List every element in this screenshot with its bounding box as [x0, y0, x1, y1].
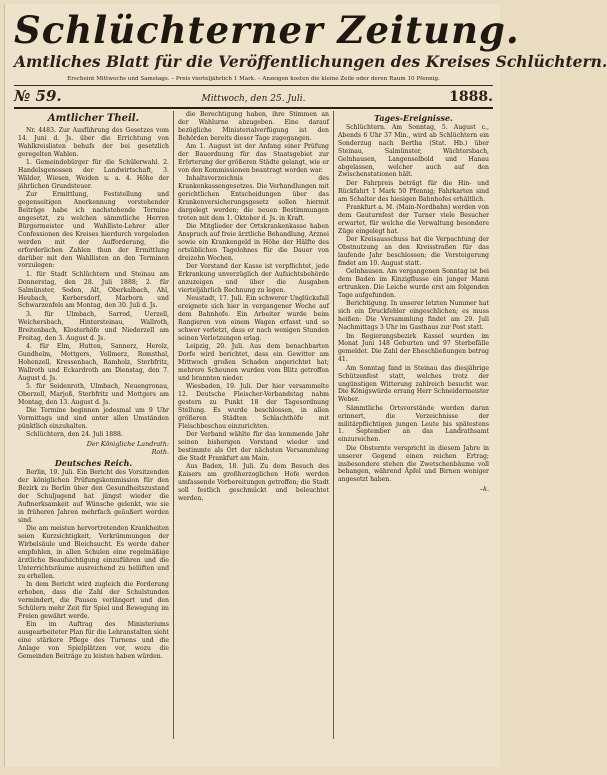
article-paragraph: Wiesbaden, 19. Juli. Der hier versammelte 12. Deutsche Fleischer-Verbandstag nahm gestern zu Punkt 18 der Tagesordnung Stellung. Es wurde beschlossen, in allen größeren Städten Schlachthöfe mit Fleischbeschau einzurichten.	[178, 383, 329, 430]
article-paragraph: Die Obsternte verspricht in diesem Jahre in unserer Gegend einen reichen Ertrag; insbesondere stehen die Zwetschenbäume voll behangen, während Äpfel und Birnen weniger angesetzt haben.	[338, 444, 489, 484]
article-paragraph: Schlüchtern. Am Sonntag, 5. August c., Abends 6 Uhr 37 Min., wird ab Schlüchtern ein Sonderzug nach Bertha (Stat. Hb.) über Steinau, Salmünster, Wächtersbach, Gelnhausen, Langenselbold und Hanau abgelassen, welcher auch auf den Zwischenstationen hält.	[338, 124, 489, 179]
column-2	[173, 111, 333, 739]
article-paragraph: 1. für Stadt Schlüchtern und Steinau am Donnerstag, den 28. Juli 1888; 2. für Salmünster, Soden, Alt, Oberkalbach, Ahl, Heubach, Kerbersdorf, Marborn und Schwarzenfels am Montag, den 30. Juli d. Js.	[18, 270, 169, 310]
section-heading-official: Amtlicher Theil.	[47, 113, 140, 124]
signature-name: Roth.	[151, 448, 169, 457]
article-paragraph: 1. Gemeindebürger für die Schülerwahl. 2. Handelsgenossen der Landwirtschaft, 3. Wälder, Wiesen, Weiden u. a. 4. Höhe der jährlichen Grundsteuer.	[18, 159, 169, 190]
article-paragraph: Die Mitglieder der Ortskrankenkasse haben Anspruch auf freie ärztliche Behandlung, Arznei sowie ein Krankengeld in Höhe der Hälfte des ortsüblichen Tagelohnes für die Dauer von dreizehn Wochen.	[178, 223, 329, 262]
article-paragraph: Leipzig, 20. Juli. Aus dem benachbarten Dorfe wird berichtet, dass ein Gewitter am Mittwoch großen Schaden angerichtet hat; mehrere Scheunen wurden vom Blitz getroffen und brannten nieder.	[178, 343, 329, 382]
publication-info: Erscheint Mittwochs und Samstags. – Preis vierteljährlich 1 Mark. – Anzeigen kosten die kleine Zeile oder deren Raum 10 Pfennig.	[14, 75, 493, 86]
article-paragraph: Die Termine beginnen jedesmal um 9 Uhr Vormittags und sind unter allen Umständen pünktlich einzuhalten.	[18, 407, 169, 431]
article-paragraph: 4. für Elm, Hutten, Sannerz, Herolz, Gundhelm, Mottgers, Vollmerz, Romsthal, Hohenzell, Kressenbach, Ramholz, Sterbfritz, Wallroth und Eckardroth am Dienstag, den 7. August d. Js.	[18, 342, 169, 382]
article-paragraph: Gelnhausen. Am vergangenen Sonntag ist bei dem Baden im Kinzigflusse ein junger Mann ertrunken. Die Leiche wurde erst am folgenden Tage aufgefunden.	[338, 268, 489, 300]
article-paragraph: Aus Baden, 18. Juli. Zu dem Besuch des Kaisers am großherzoglichen Hofe werden umfassende Vorbereitungen getroffen; die Stadt soll festlich geschmückt und beleuchtet werden.	[178, 463, 329, 502]
article-paragraph: Der Kreisausschuss hat die Verpachtung der Obstnutzung an den Kreisstraßen für das laufende Jahr beschlossen; die Versteigerung findet am 10. August statt.	[338, 236, 489, 267]
article-paragraph: Berlin, 19. Juli. Ein Bericht des Vorsitzenden der königlichen Prüfungskommission für den Bezirk zu Berlin über den Gesundheitszustand der Schuljugend hat jüngst wieder die Aufmerksamkeit auf Wünsche gelenkt, wie sie in früheren Jahren mehrfach geäußert worden sind.	[18, 469, 169, 524]
issue-bar	[14, 86, 493, 109]
issue-year: 1888.	[449, 89, 493, 105]
newspaper-page	[4, 4, 607, 767]
article-paragraph: Berichtigung. In unserer letzten Nummer hat sich ein Druckfehler eingeschlichen; es muss heißen: Die Versammlung findet am 29. Juli Nachmittags 3 Uhr im Gasthaus zur Post statt.	[338, 300, 489, 332]
dateline: Schlüchtern, den 24. Juli 1888.	[26, 431, 123, 439]
issue-date: Mittwoch, den 25. Juli.	[201, 94, 306, 104]
article-paragraph: Am 1. August ist der Anfang einer Prüfung der Bauordnung für das Staatsgebiet zur Erörterung der größeren Städte gelangt, wie er von den Kommissionen beantragt worden war.	[178, 143, 329, 174]
masthead-subtitle: Amtliches Blatt für die Veröffentlichungen des Kreises Schlüchtern.	[14, 52, 607, 71]
article-paragraph: Im Regierungsbezirk Kassel wurden im Monat Juni 148 Geburten und 97 Sterbefälle gemeldet. Die Zahl der Eheschließungen betrug 41.	[338, 332, 489, 364]
article-paragraph: Neustadt, 17. Juli. Ein schwerer Unglücksfall ereignete sich hier in vergangener Woche auf dem Bahnhofe. Ein Arbeiter wurde beim Rangieren von einem Wagen erfasst und so schwer verletzt, dass er nach wenigen Stunden seinen Verletzungen erlag.	[178, 295, 329, 342]
author-mark: –k.	[479, 484, 489, 493]
article-paragraph: 3. für Ulmbach, Sarrod, Uerzell, Weichersbach, Hintersteinau, Wallroth, Breitenbach, Klosterhöfe und Niederzell am Freitag, den 3. August d. Js.	[18, 310, 169, 342]
signature-title: Der Königliche Landrath:	[86, 439, 169, 448]
article-paragraph: Am Sonntag fand in Steinau das diesjährige Schützenfest statt, welches trotz der ungünstigen Witterung zahlreich besucht war. Die Königswürde errang Herr Schneidermeister Weber.	[338, 364, 489, 404]
article-paragraph: die Berechtigung haben, ihre Stimmen an der Wahlurne abzugeben. Eine darauf bezügliche Ministerialverfügung ist den Behörden bereits dieser Tage zugegangen.	[178, 111, 329, 142]
article-paragraph: Der Verband wählte für das kommende Jahr seinen bisherigen Vorstand wieder und bestimmte als Ort der nächsten Versammlung die Stadt Frankfurt am Main.	[178, 431, 329, 462]
column-1	[14, 111, 173, 739]
article-paragraph: Inhaltsverzeichnis des Krankenkassengesetzes. Die Verhandlungen mit gerichtlichen Entscheidungen über das Krankenversicherungsgesetz sollen hiermit dargelegt werden; die neuen Bestimmungen treten mit dem 1. Oktober d. Js. in Kraft.	[178, 175, 329, 222]
column-3	[333, 111, 493, 739]
article-paragraph: Die am meisten hervortretenden Krankheiten seien Kurzsichtigkeit, Verkrümmungen der Wirbelsäule und Bleichsucht. Es werde daher empfohlen, in allen Schulen eine regelmäßige ärztliche Beaufsichtigung einzuführen und die Unterrichtsräume ausreichend zu belüften und zu erhellen.	[18, 525, 169, 580]
article-paragraph: Frankfurt a. M. (Main-Nordbahn) werden von dem Gauturnfest der Turner viele Besucher erwartet, für welche die Verwaltung besondere Züge eingelegt hat.	[338, 204, 489, 235]
masthead-title: Schlüchterner Zeitung.	[14, 8, 520, 52]
article-paragraph: 5. für Seidenroth, Ulmbach, Neuengronau, Oberzell, Marjoß, Sterbfritz und Mottgers am Montag, den 13. August d. Js.	[18, 383, 169, 406]
section-heading-daily-events: Tages-Ereignisse.	[374, 113, 453, 123]
article-paragraph: Nr. 4483. Zur Ausführung des Gesetzes vom 14. Juni d. Js. über die Errichtung von Wahlkreislisten behufs der bei gesetzlich geregelten Wahlen.	[18, 127, 169, 158]
article-paragraph: Der Fahrpreis beträgt für die Hin- und Rückfahrt 1 Mark 50 Pfennig; Fahrkarten sind am Schalter des hiesigen Bahnhofes erhältlich.	[338, 179, 489, 203]
section-heading-reich: Deutsches Reich.	[54, 458, 133, 469]
article-paragraph: Zur Ermittlung, Feststellung und gegenseitigen Anerkennung vorstehender Beiträge habe ich nachstehende Termine angesetzt, zu welchen sämmtliche Herren Bürgermeister und Wahlliste-Lehrer aller Confessionen des Kreises hierdurch vorgeladen werden mit der Aufforderung, die erforderlichen Zahlen thun der Ermittlung darüber mit den Wahllisten an den Terminen vorzulegen:	[18, 191, 169, 270]
article-paragraph: In dem Bericht wird zugleich die Forderung erhoben, dass die Zahl der Schulstunden vermindert, die Pausen verlängert und den Schülern mehr Zeit für Spiel und Bewegung im Freien gewährt werde.	[18, 581, 169, 620]
article-paragraph: Ein im Auftrag des Ministeriums ausgearbeiteter Plan für die Lehranstalten sieht eine stärkere Pflege des Turnens und die Anlage von Spielplätzen vor, wozu die Gemeinden Beiträge zu leisten haben würden.	[18, 621, 169, 660]
article-paragraph: Sämmtliche Ortsvorstände werden daran erinnert, die Verzeichnisse der militärpflichtigen jungen Leute bis spätestens 1. September an das Landrathsamt einzureichen.	[338, 404, 489, 444]
article-paragraph: Der Vorstand der Kasse ist verpflichtet, jede Erkrankung unverzüglich der Aufsichtsbehörde anzuzeigen und über die Ausgaben vierteljährlich Rechnung zu legen.	[178, 263, 329, 294]
issue-number: № 59.	[14, 87, 62, 105]
columns	[14, 111, 493, 739]
